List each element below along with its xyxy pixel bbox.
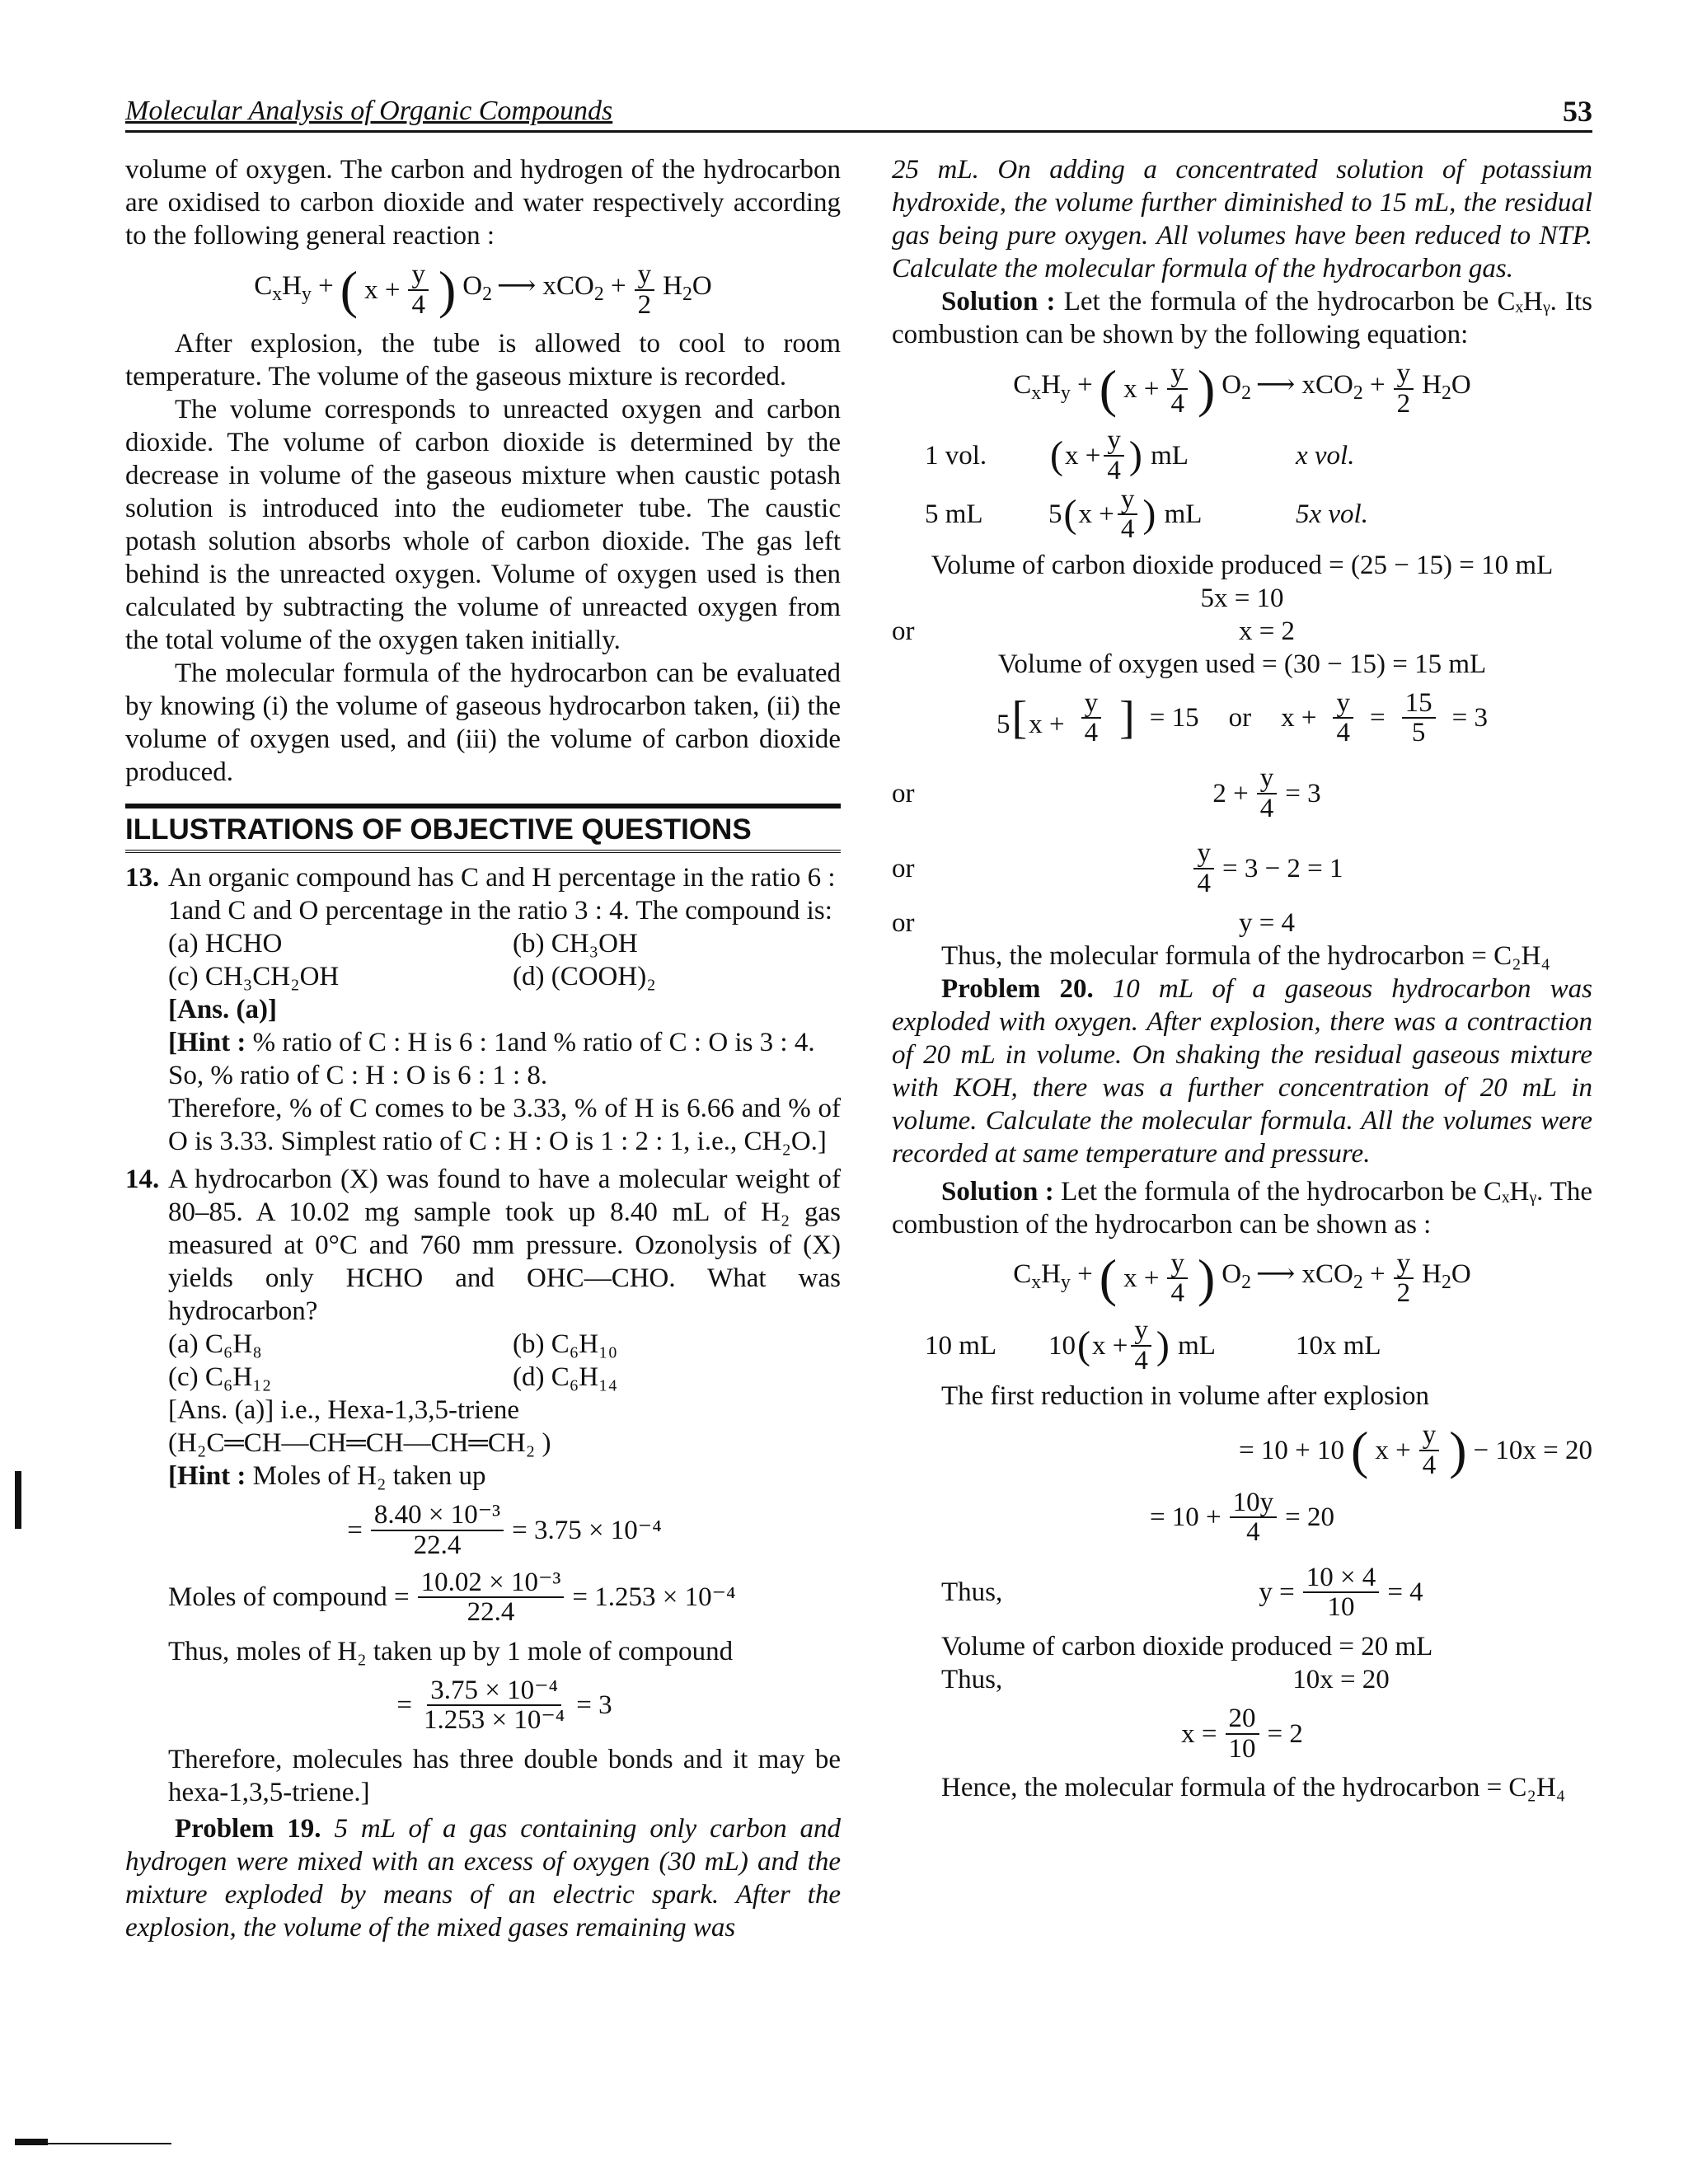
equation-label: Moles of compound = — [168, 1582, 410, 1613]
hint-text: So, % ratio of C : H : O is 6 : 1 : 8. — [168, 1061, 548, 1091]
hint-label: [Hint : — [168, 1028, 246, 1058]
page-header — [125, 92, 1592, 133]
hint-text: Therefore, % of C comes to be 3.33, % of H is 6.66 and % of O is 3.33. Simplest ratio of C : H : O is 1 : 2 : 1, i.e., CH₂O.] — [168, 1094, 841, 1157]
solution-label: Solution : — [941, 1176, 1054, 1207]
scan-corner-line — [48, 2143, 171, 2144]
left-column — [125, 153, 841, 1944]
paragraph: After explosion, the tube is allowed to cool to room temperature. The volume of the gaseous mixture is recorded. — [125, 329, 841, 392]
o2-volume-line: Volume of oxygen used = (30 − 15) = 15 mL — [997, 649, 1487, 679]
question-text: An organic compound has C and H percentage in the ratio 6 : 1and C and O percentage in the ratio 3 : 4. The compound is: — [168, 863, 836, 926]
problem-20 — [892, 972, 1592, 1170]
question-text: A hydrocarbon (X) was found to have a molecular weight of 80–85. A 10.02 mg sample took up 8.40 mL of H₂ gas measured at 0°C and 760 mm pressure. Ozonolysis of (X) yields only HCHO and OHC—CHO. What was hydrocarbon? — [168, 1165, 841, 1327]
options — [168, 1328, 841, 1394]
page-number: 53 — [1563, 95, 1592, 128]
solution-label: Solution : — [941, 287, 1056, 316]
option-a: (a) C₆H₈ — [168, 1329, 262, 1360]
problem-label: Problem 19. — [175, 1814, 321, 1844]
equation-result: = 3 — [576, 1690, 612, 1721]
equation-line: 5x = 10 — [1200, 583, 1284, 613]
fraction-denominator: 22.4 — [467, 1597, 515, 1628]
option-c: (c) C₆H₁₂ — [168, 1362, 272, 1393]
or-label: or — [892, 778, 915, 808]
option-a: (a) HCHO — [168, 929, 283, 959]
equation-row — [892, 1663, 1592, 1696]
or-label: or — [892, 907, 915, 938]
solution-intro — [892, 285, 1592, 351]
hint-text: Thus, moles of H₂ taken up by 1 mole of compound — [168, 1636, 734, 1666]
x-equation: x = $\frac{20}{10}$ = 2 — [1181, 1704, 1303, 1764]
hint-text: Moles of H₂ taken up — [252, 1461, 486, 1492]
equation-row: Thus, y = $\frac{10 \times 4}{10}$ = 4 — [892, 1555, 1592, 1630]
options — [168, 927, 841, 993]
equation-line: y = 4 — [1238, 907, 1296, 938]
or-label: or — [892, 616, 915, 646]
right-column — [892, 153, 1592, 1804]
hint-text: % ratio of C : H is 6 : 1and % ratio of C : O is 3 : 4. — [252, 1028, 815, 1058]
thus-label: Thus, — [941, 1665, 1003, 1695]
solution-text: Let the formula of the hydrocarbon be CₓHᵧ. Its combustion can be shown by the following equation: — [892, 287, 1593, 349]
hint-text: Therefore, molecules has three double bonds and it may be hexa-1,3,5-triene.] — [168, 1745, 841, 1808]
fraction-denominator: 1.253 × 10⁻⁴ — [423, 1705, 565, 1736]
option-b: (b) C₆H₁₀ — [513, 1329, 618, 1360]
section-heading: ILLUSTRATIONS OF OBJECTIVE QUESTIONS — [125, 804, 841, 853]
fraction-numerator: 10.02 × 10⁻³ — [418, 1568, 565, 1599]
question-13 — [125, 861, 841, 1158]
volume-cell: 5x vol. — [1296, 499, 1368, 530]
problem-text: 5 mL of a gas containing only carbon and hydrogen were mixed with an excess of oxygen (30 mL) and the mixture exploded by means of an electric spark. After the explosion, the volume of the mixed gases remaining was — [125, 1814, 842, 1943]
co2-volume-line: Volume of carbon dioxide produced = (25 − 15) = 10 mL — [931, 550, 1554, 580]
volume-cell: 5 ( x + $\frac{y}{4}$ ) mL — [1048, 484, 1203, 545]
problem-text: 10 mL of a gaseous hydrocarbon was exploded with oxygen. After explosion, there was a contraction of 20 mL in volume. On shaking the residual gaseous mixture with KOH, there was a further concentration of 20 mL in volume. Calculate the molecular formula. All the volumes were recorded at same temperature and pressure. — [892, 973, 1592, 1169]
equation-row: or 2 + $\frac{y}{4}$ = 3 — [892, 763, 1321, 823]
combustion-equation: $C_xH_y$ + ( x + $\frac{y}{4}$ ) $O_2$ ⟶ xCO$_2$ + $\frac{y}{2}$ $H_2O$ — [1013, 359, 1471, 419]
result-line: Thus, the molecular formula of the hydrocarbon = C₂H₄ — [941, 940, 1551, 971]
thus-label: Thus, — [941, 1577, 1003, 1608]
answer: [Ans. (a)] i.e., Hexa-1,3,5-triene — [168, 1395, 520, 1426]
running-title: Molecular Analysis of Organic Compounds — [125, 96, 613, 126]
ratio-equation: = $\frac{\text{3.75 × 10⁻⁴}}{\text{1.253 × 10⁻⁴}}$ = 3 — [396, 1675, 612, 1736]
volume-cell: x vol. — [1296, 440, 1355, 471]
equation-line: x = 2 — [1238, 616, 1296, 646]
text-line: The first reduction in volume after explosion — [941, 1381, 1430, 1412]
equation-result: = 1.253 × 10⁻⁴ — [572, 1582, 736, 1613]
reduction-equation: = 10 + 10 ( x + $\frac{y}{4}$ ) − 10x = 20 — [1239, 1420, 1592, 1480]
question-number: 14. — [125, 1165, 160, 1195]
or-label: or — [892, 854, 915, 884]
volume-table — [925, 1316, 1592, 1375]
fraction-numerator: 8.40 × 10⁻³ — [371, 1501, 504, 1531]
equation-result: = 3.75 × 10⁻⁴ — [512, 1515, 662, 1545]
answer: [Ans. (a)] — [168, 995, 277, 1025]
question-14 — [125, 1163, 841, 1809]
result-line: Hence, the molecular formula of the hydrocarbon = C₂H₄ — [941, 1773, 1566, 1803]
question-number: 13. — [125, 863, 160, 893]
fraction-denominator: 22.4 — [413, 1530, 462, 1560]
oxygen-equation: 5[x + $\frac{y}{4}$ ] = 15 or x + $\frac{y}{4}$ = $\frac{15}{5}$ = 3 — [996, 687, 1488, 748]
equation-row: or $\frac{y}{4}$ = 3 − 2 = 1 — [892, 838, 1343, 899]
fraction-numerator: 3.75 × 10⁻⁴ — [427, 1676, 561, 1707]
solution-text: Let the formula of the hydrocarbon be CₓHᵧ. The combustion of the hydrocarbon can be shown as : — [892, 1176, 1592, 1240]
structure-formula: (H₂C═CH—CH═CH—CH═CH₂ ) — [168, 1428, 551, 1459]
scan-mark — [15, 1471, 21, 1529]
option-c: (c) CH₃CH₂OH — [168, 962, 340, 992]
volume-cell: 5 mL — [925, 499, 983, 530]
option-b: (b) CH₃OH — [513, 929, 638, 959]
problem-19 — [125, 1812, 841, 1944]
co2-volume-line: Volume of carbon dioxide produced = 20 mL — [941, 1632, 1433, 1662]
volume-cell: ( x + $\frac{y}{4}$ ) mL — [1050, 425, 1189, 485]
paragraph: The molecular formula of the hydrocarbon can be evaluated by knowing (i) the volume of gaseous hydrocarbon taken, (ii) the volume of oxygen used, and (iii) the volume of carbon dioxide produced. — [125, 658, 841, 788]
scan-corner-mark — [15, 2139, 48, 2145]
paragraph: The volume corresponds to unreacted oxygen and carbon dioxide. The volume of carbon dioxide is determined by the decrease in volume of the gaseous mixture when caustic potash solution is introduced into the eudiometer tube. The caustic potash solution absorbs whole of carbon dioxide. The gas left behind is the unreacted oxygen. Volume of oxygen used is then calculated by subtracting the volume of unreacted oxygen from the total volume of the oxygen taken initially. — [125, 395, 841, 656]
moles-h2-equation: = $\frac{\text{8.40 × 10⁻³}}{22.4}$ = 3.75 × 10⁻⁴ — [347, 1500, 662, 1560]
option-d: (d) C₆H₁₄ — [513, 1362, 618, 1393]
moles-compound-equation — [168, 1568, 841, 1627]
solution-intro — [892, 1175, 1592, 1241]
paragraph: volume of oxygen. The carbon and hydrogen of the hydrocarbon are oxidised to carbon dioxide and water respectively according to the following general reaction : — [125, 155, 841, 251]
volume-cell: 10x mL — [1296, 1330, 1381, 1361]
problem-text: 25 mL. On adding a concentrated solution of potassium hydroxide, the volume further diminished to 15 mL, the residual gas being pure oxygen. All volumes have been reduced to NTP. Calculate the molecular formula of the hydrocarbon gas. — [892, 155, 1592, 284]
volume-cell: 1 vol. — [925, 440, 987, 471]
option-d: (d) (COOH)₂ — [513, 962, 656, 992]
combustion-equation: $C_xH_y$ + ( x + $\frac{y}{4}$ ) $O_2$ ⟶ xCO$_2$ + $\frac{y}{2}$ $H_2O$ — [254, 260, 712, 320]
reduction-equation: = 10 + $\frac{10y}{4}$ = 20 — [1149, 1487, 1335, 1548]
combustion-equation: $C_xH_y$ + ( x + $\frac{y}{4}$ ) $O_2$ ⟶ xCO$_2$ + $\frac{y}{2}$ $H_2O$ — [1013, 1248, 1471, 1309]
equation-line: 10x = 20 — [1292, 1665, 1390, 1695]
problem-label: Problem 20. — [941, 973, 1094, 1004]
volume-cell: 10 ( x + $\frac{y}{4}$ ) mL — [1048, 1315, 1216, 1376]
hint-label: [Hint : — [168, 1461, 246, 1492]
volume-table — [925, 426, 1592, 544]
equation-row — [892, 907, 1592, 940]
volume-cell: 10 mL — [925, 1330, 997, 1361]
equation-row — [892, 615, 1592, 648]
